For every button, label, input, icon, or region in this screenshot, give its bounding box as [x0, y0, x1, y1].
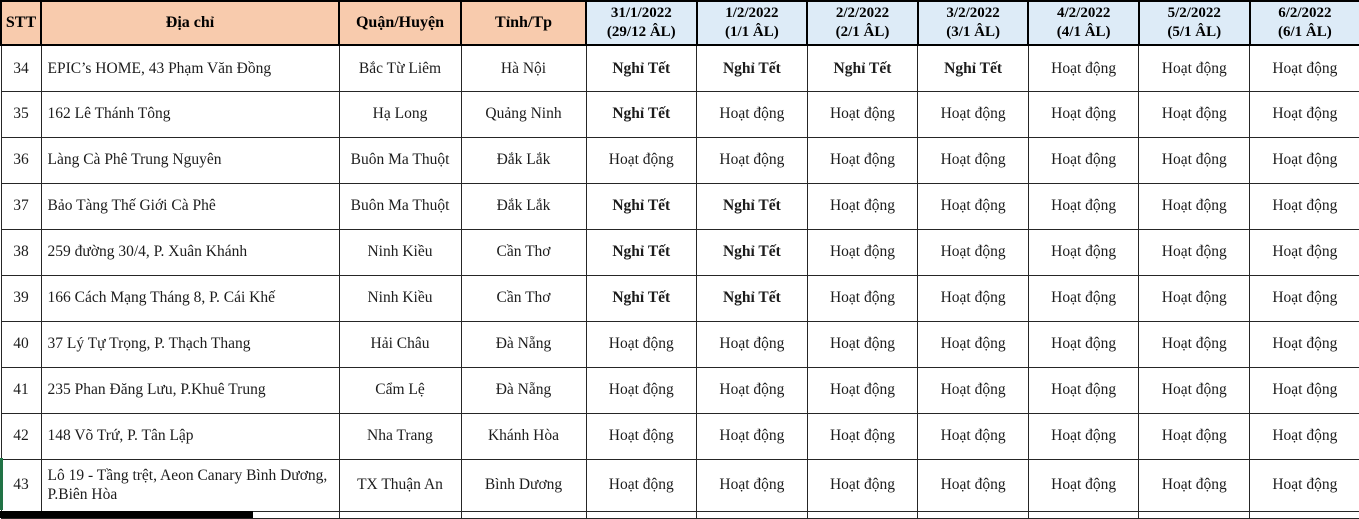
status-cell[interactable]: Hoạt động — [1139, 137, 1250, 183]
status-cell[interactable]: Nghỉ Tết — [586, 275, 697, 321]
header-stt[interactable]: STT — [1, 1, 41, 45]
table-row — [1, 183, 1359, 229]
status-cell[interactable]: Nghỉ Tết — [586, 91, 697, 137]
status-cell[interactable]: Hoạt động — [697, 321, 808, 367]
table-row — [1, 275, 1359, 321]
lunar-date-label: (29/12 ÂL) — [606, 24, 676, 40]
province-cell[interactable]: Bình Dương — [461, 459, 586, 511]
status-cell[interactable]: Hoạt động — [807, 321, 918, 367]
status-cell[interactable]: Hoạt động — [697, 137, 808, 183]
status-cell[interactable]: Hoạt động — [1139, 321, 1250, 367]
status-cell[interactable]: Nghỉ Tết — [586, 183, 697, 229]
province-cell[interactable]: Hà Nội — [461, 45, 586, 91]
table-row — [1, 367, 1359, 413]
stt-cell[interactable]: 41 — [1, 367, 41, 413]
status-cell[interactable]: Nghỉ Tết — [586, 45, 697, 91]
district-cell[interactable]: Buôn Ma Thuột — [339, 137, 461, 183]
header-date-3[interactable] — [918, 1, 1029, 45]
status-cell[interactable]: Hoạt động — [918, 91, 1029, 137]
empty-cell[interactable] — [586, 511, 697, 518]
status-cell[interactable]: Hoạt động — [1028, 137, 1139, 183]
empty-cell[interactable] — [339, 511, 461, 518]
status-cell[interactable]: Hoạt động — [1250, 183, 1359, 229]
header-date-6[interactable] — [1250, 1, 1359, 45]
header-district[interactable]: Quận/Huyện — [339, 1, 461, 45]
status-cell[interactable]: Hoạt động — [807, 91, 918, 137]
table-row — [1, 45, 1359, 91]
stt-cell[interactable]: 40 — [1, 321, 41, 367]
status-cell[interactable]: Hoạt động — [697, 459, 808, 511]
status-cell[interactable]: Hoạt động — [918, 229, 1029, 275]
lunar-date-label: (1/1 ÂL) — [725, 24, 779, 40]
address-cell[interactable]: 235 Phan Đăng Lưu, P.Khuê Trung — [41, 367, 339, 413]
status-cell[interactable]: Hoạt động — [1028, 229, 1139, 275]
empty-cell[interactable] — [807, 511, 918, 518]
status-cell[interactable]: Hoạt động — [1028, 459, 1139, 511]
district-cell[interactable]: Hạ Long — [339, 91, 461, 137]
status-cell[interactable]: Hoạt động — [1139, 91, 1250, 137]
province-cell[interactable]: Đắk Lắk — [461, 137, 586, 183]
partial-row — [1, 511, 1359, 518]
status-cell[interactable]: Nghỉ Tết — [697, 275, 808, 321]
status-cell[interactable]: Hoạt động — [918, 459, 1029, 511]
address-cell[interactable]: EPIC’s HOME, 43 Phạm Văn Đồng — [41, 45, 339, 91]
empty-cell[interactable] — [697, 511, 808, 518]
date-label: 3/2/2022 — [946, 5, 1000, 22]
status-cell[interactable]: Hoạt động — [1139, 275, 1250, 321]
district-cell[interactable]: Buôn Ma Thuột — [339, 183, 461, 229]
stt-cell[interactable]: 36 — [1, 137, 41, 183]
header-province[interactable]: Tỉnh/Tp — [461, 1, 586, 45]
empty-cell[interactable] — [1, 511, 41, 518]
province-cell[interactable]: Quảng Ninh — [461, 91, 586, 137]
date-label: 1/2/2022 — [725, 5, 779, 22]
empty-cell[interactable] — [461, 511, 586, 518]
district-cell[interactable]: Ninh Kiều — [339, 229, 461, 275]
district-cell[interactable]: Ninh Kiều — [339, 275, 461, 321]
header-address[interactable]: Địa chỉ — [41, 1, 339, 45]
header-date-2[interactable] — [807, 1, 918, 45]
date-label: 6/2/2022 — [1278, 5, 1332, 22]
district-cell[interactable]: Nha Trang — [339, 413, 461, 459]
status-cell[interactable]: Hoạt động — [1028, 321, 1139, 367]
status-cell[interactable]: Hoạt động — [1139, 45, 1250, 91]
lunar-date-label: (3/1 ÂL) — [946, 24, 1000, 40]
lunar-date-label: (2/1 ÂL) — [835, 24, 890, 40]
address-cell[interactable]: Làng Cà Phê Trung Nguyên — [41, 137, 339, 183]
status-cell[interactable]: Hoạt động — [1250, 45, 1359, 91]
empty-cell[interactable] — [41, 511, 339, 518]
stt-cell[interactable]: 42 — [1, 413, 41, 459]
status-cell[interactable]: Hoạt động — [1139, 459, 1250, 511]
status-cell[interactable]: Hoạt động — [918, 367, 1029, 413]
table-row — [1, 137, 1359, 183]
status-cell[interactable]: Hoạt động — [1139, 229, 1250, 275]
status-cell[interactable]: Hoạt động — [1250, 413, 1359, 459]
status-cell[interactable]: Hoạt động — [918, 413, 1029, 459]
date-label: 4/2/2022 — [1057, 5, 1111, 22]
stt-cell[interactable]: 34 — [1, 45, 41, 91]
status-cell[interactable]: Hoạt động — [918, 183, 1029, 229]
empty-cell[interactable] — [918, 511, 1029, 518]
address-cell[interactable]: Lô 19 - Tầng trệt, Aeon Canary Bình Dương, P.Biên Hòa — [41, 459, 339, 511]
date-label: 5/2/2022 — [1167, 5, 1221, 22]
status-cell[interactable]: Hoạt động — [1250, 137, 1359, 183]
stt-cell[interactable]: 39 — [1, 275, 41, 321]
lunar-date-label: (5/1 ÂL) — [1167, 24, 1222, 40]
status-cell[interactable]: Nghỉ Tết — [807, 45, 918, 91]
address-cell[interactable]: 259 đường 30/4, P. Xuân Khánh — [41, 229, 339, 275]
status-cell[interactable]: Nghỉ Tết — [697, 45, 808, 91]
status-cell[interactable]: Hoạt động — [1028, 45, 1139, 91]
status-cell[interactable]: Hoạt động — [697, 367, 808, 413]
stt-cell[interactable]: 35 — [1, 91, 41, 137]
header-date-5[interactable] — [1139, 1, 1250, 45]
status-cell[interactable]: Hoạt động — [918, 137, 1029, 183]
stt-cell[interactable]: 43 — [1, 459, 41, 511]
status-cell[interactable]: Hoạt động — [807, 229, 918, 275]
status-cell[interactable]: Hoạt động — [807, 137, 918, 183]
lunar-date-label: (6/1 ÂL) — [1277, 24, 1332, 40]
status-cell[interactable]: Hoạt động — [697, 91, 808, 137]
stt-cell[interactable]: 38 — [1, 229, 41, 275]
status-cell[interactable]: Hoạt động — [1250, 229, 1359, 275]
status-cell[interactable]: Hoạt động — [1028, 413, 1139, 459]
lunar-date-label: (4/1 ÂL) — [1056, 24, 1111, 40]
status-cell[interactable]: Nghỉ Tết — [697, 183, 808, 229]
table-row — [1, 413, 1359, 459]
status-cell[interactable]: Hoạt động — [697, 413, 808, 459]
date-label: 2/2/2022 — [835, 5, 890, 22]
header-date-4[interactable] — [1028, 1, 1139, 45]
province-cell[interactable]: Đà Nẵng — [461, 367, 586, 413]
district-cell[interactable]: Cẩm Lệ — [339, 367, 461, 413]
district-cell[interactable]: Bắc Từ Liêm — [339, 45, 461, 91]
province-cell[interactable]: Đà Nẵng — [461, 321, 586, 367]
table-header — [1, 1, 1359, 45]
address-cell[interactable]: 148 Võ Trứ, P. Tân Lập — [41, 413, 339, 459]
status-cell[interactable]: Hoạt động — [586, 413, 697, 459]
district-cell[interactable]: Hải Châu — [339, 321, 461, 367]
province-cell[interactable]: Cần Thơ — [461, 275, 586, 321]
status-cell[interactable]: Hoạt động — [1250, 459, 1359, 511]
empty-cell[interactable] — [1139, 511, 1250, 518]
partial-next-row — [1, 511, 1359, 518]
status-cell[interactable]: Hoạt động — [1139, 183, 1250, 229]
status-cell[interactable]: Hoạt động — [1028, 367, 1139, 413]
empty-cell[interactable] — [1028, 511, 1139, 518]
stt-cell[interactable]: 37 — [1, 183, 41, 229]
table-row — [1, 459, 1359, 511]
address-cell[interactable]: Bảo Tàng Thế Giới Cà Phê — [41, 183, 339, 229]
status-cell[interactable]: Nghỉ Tết — [918, 45, 1029, 91]
status-cell[interactable]: Hoạt động — [1028, 275, 1139, 321]
status-cell[interactable]: Hoạt động — [1250, 367, 1359, 413]
status-cell[interactable]: Hoạt động — [807, 275, 918, 321]
status-cell[interactable]: Hoạt động — [1250, 321, 1359, 367]
date-label: 31/1/2022 — [610, 5, 672, 22]
status-cell[interactable]: Hoạt động — [1250, 91, 1359, 137]
status-cell[interactable]: Hoạt động — [807, 367, 918, 413]
status-cell[interactable]: Hoạt động — [1028, 183, 1139, 229]
status-cell[interactable]: Hoạt động — [586, 321, 697, 367]
status-cell[interactable]: Nghỉ Tết — [697, 229, 808, 275]
status-cell[interactable]: Hoạt động — [807, 459, 918, 511]
status-cell[interactable]: Hoạt động — [586, 137, 697, 183]
district-cell[interactable]: TX Thuận An — [339, 459, 461, 511]
status-cell[interactable]: Nghỉ Tết — [586, 229, 697, 275]
empty-cell[interactable] — [1250, 511, 1359, 518]
status-cell[interactable]: Hoạt động — [918, 275, 1029, 321]
table-row — [1, 229, 1359, 275]
province-cell[interactable]: Khánh Hòa — [461, 413, 586, 459]
status-cell[interactable]: Hoạt động — [1028, 91, 1139, 137]
status-cell[interactable]: Hoạt động — [807, 183, 918, 229]
status-cell[interactable]: Hoạt động — [1250, 275, 1359, 321]
address-cell[interactable]: 166 Cách Mạng Tháng 8, P. Cái Khế — [41, 275, 339, 321]
table-row — [1, 91, 1359, 137]
province-cell[interactable]: Đắk Lắk — [461, 183, 586, 229]
header-date-1[interactable] — [697, 1, 808, 45]
status-cell[interactable]: Hoạt động — [586, 367, 697, 413]
address-cell[interactable]: 162 Lê Thánh Tông — [41, 91, 339, 137]
status-cell[interactable]: Hoạt động — [1139, 413, 1250, 459]
province-cell[interactable]: Cần Thơ — [461, 229, 586, 275]
header-row — [1, 1, 1359, 45]
status-cell[interactable]: Hoạt động — [1139, 367, 1250, 413]
status-cell[interactable]: Hoạt động — [586, 459, 697, 511]
header-date-0[interactable] — [586, 1, 697, 45]
address-cell[interactable]: 37 Lý Tự Trọng, P. Thạch Thang — [41, 321, 339, 367]
table-body — [1, 45, 1359, 511]
status-cell[interactable]: Hoạt động — [918, 321, 1029, 367]
table-row — [1, 321, 1359, 367]
status-cell[interactable]: Hoạt động — [807, 413, 918, 459]
